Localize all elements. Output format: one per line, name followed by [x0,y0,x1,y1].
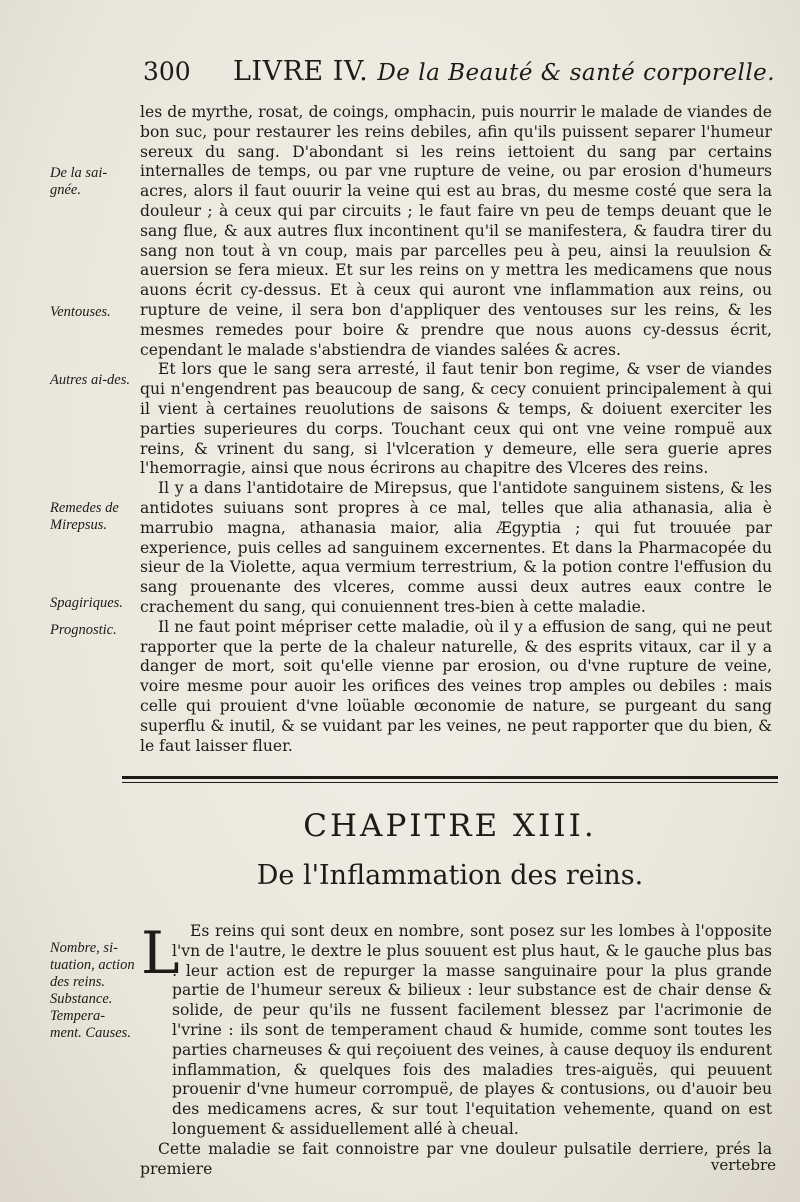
chapter-paragraph-symptoms: Cette maladie se fait connoistre par vne douleur pulsatile derriere, prés la premiere [140,1139,772,1178]
running-header [143,52,778,92]
margin-note-ventouses: Ventouses. [50,304,111,320]
chapter-body [140,919,772,1179]
chapter-title: CHAPITRE XIII. [303,808,597,844]
running-title [233,52,775,93]
paragraph-prognostic: Il ne faut point mépriser cette maladie, où il y a effusion de sang, qui ne peut rapporter que la perte de la chaleur naturelle, & des esprits vitaux, car il y a danger de mort, soit qu'elle vienne par erosion, ou d'vne rupture de veine, voire mesme pour auoir les orifices des veines trop amples ou debiles : mais celle qui prouient d'vne loüable œconomie de nature, se purgeant du sang superflu & inutil, & se vuidant par les veines, ne peut rapporter que du bien, & le faut laisser fluer. [140,617,772,755]
margin-note-prognostic: Prognostic. [50,622,117,638]
paragraph-mirepsus: Il y a dans l'antidotaire de Mirepsus, que l'antidote sanguinem sistens, & les antidotes suiuans sont propres à ce mal, telles que alia athanasia, alia è marrubio magna, athanasia maior, alia Ægyptia ; qui fut trouuée par experience, puis celles ad sanguinem excernentes. Et dans la Pharmacopée du sieur de la Violette, aqua vermium terrestrium, & la potion contre l'effusion du sang prouenante des vlceres, comme aussi deux autres eaux contre le crachement du sang, qui conuiennent tres-bien à cette maladie. [140,479,772,616]
paragraph-regime: Et lors que le sang sera arresté, il faut tenir bon regime, & vser de viandes qui n'engendrent pas beaucoup de sang, & cecy conuient principalement à qui il vient à certaines reuolutions de saisons & temps, & doiuent exerciter les parties superieures du corps. Touchant ceux qui ont vne veine rompuë aux reins, & vrinent du sang, si l'vlceration y demeure, elle sera guerie apres l'hemorragie, ainsi que nous écrirons au chapitre des Vlceres des reins. [140,360,772,478]
chapter-subtitle: De l'Inflammation des reins. [256,860,644,891]
margin-note-saignee: De la sai-gnée. [50,165,108,198]
running-title-subject: De la Beauté & santé corporelle. [377,60,776,86]
margin-note-autres-aides: Autres ai-des. [50,372,131,388]
running-title-book: LIVRE IV. [233,56,369,87]
page-number: 300 [143,57,191,86]
margin-note-chapitre: Nombre, si-tuation, action des reins. Substance. Tempera-ment. Causes. [50,940,135,1041]
paragraph-saignee: les de myrthe, rosat, de coings, omphacin, puis nourrir le malade de viandes de bon suc, pour restaurer les reins debiles, afin qu'ils puissent separer l'humeur sereux du sang. D'abondant si les reins iettoient du sang par certains internalles de temps, ou par vne rupture de veine, ou par erosion d'humeurs acres, alors il faut ouurir la veine qui est au bras, du mesme costé que sera la douleur ; à ceux qui par circuits ; le faut faire vn peu de temps deuant que le sang flue, & aux autres flux incontinent qu'il se manifestera, & faudra tirer du sang non tout à vn coup, mais par parcelles peu à peu, ainsi la reuulsion & auersion se fera mieux. Et sur les reins on y mettra les medicamens que nous auons écrit cy-dessus. Et à ceux qui auront vne inflammation aux reins, ou rupture de veine, il sera bon d'appliquer des ventouses sur les reins, & les mesmes remedes pour boire & prendre que nous auons cy-dessus écrit, cependant le malade s'abstiendra de viandes salées & acres. [140,103,772,359]
chapter-paragraph-reins: Es reins qui sont deux en nombre, sont posez sur les lombes à l'opposite l'vn de l'autre, le dextre le plus souuent est plus haut, & le gauche plus bas : leur action est de repurger la masse sanguinaire pour la plus grande partie de l'humeur sereux & bilieux : leur substance est de chair dense & solide, de peur qu'ils ne fussent facilement blessez par l'acrimonie de l'vrine : ils sont de temperament chaud & humide, comme sont toutes les parties charneuses & qui reçoiuent des veines, à cause dequoy ils endurent inflammation, & quelques fois des maladies tres-aiguës, qui peuuent prouenir d'vne humeur corrompuë, de playes & contusions, ou d'auoir beu des medicamens acres, & sur tout l'equitation vehemente, quand on est longuement & assiduellement allé à cheual. [172,922,772,1138]
margin-note-remedes: Remedes de Mirepsus. [50,500,119,533]
body-text-upper [140,103,772,756]
section-divider-rule [122,776,778,783]
catchword: vertebre [710,1156,776,1174]
margin-note-spagiriques: Spagiriques. [50,595,123,611]
drop-cap: L [141,919,180,987]
